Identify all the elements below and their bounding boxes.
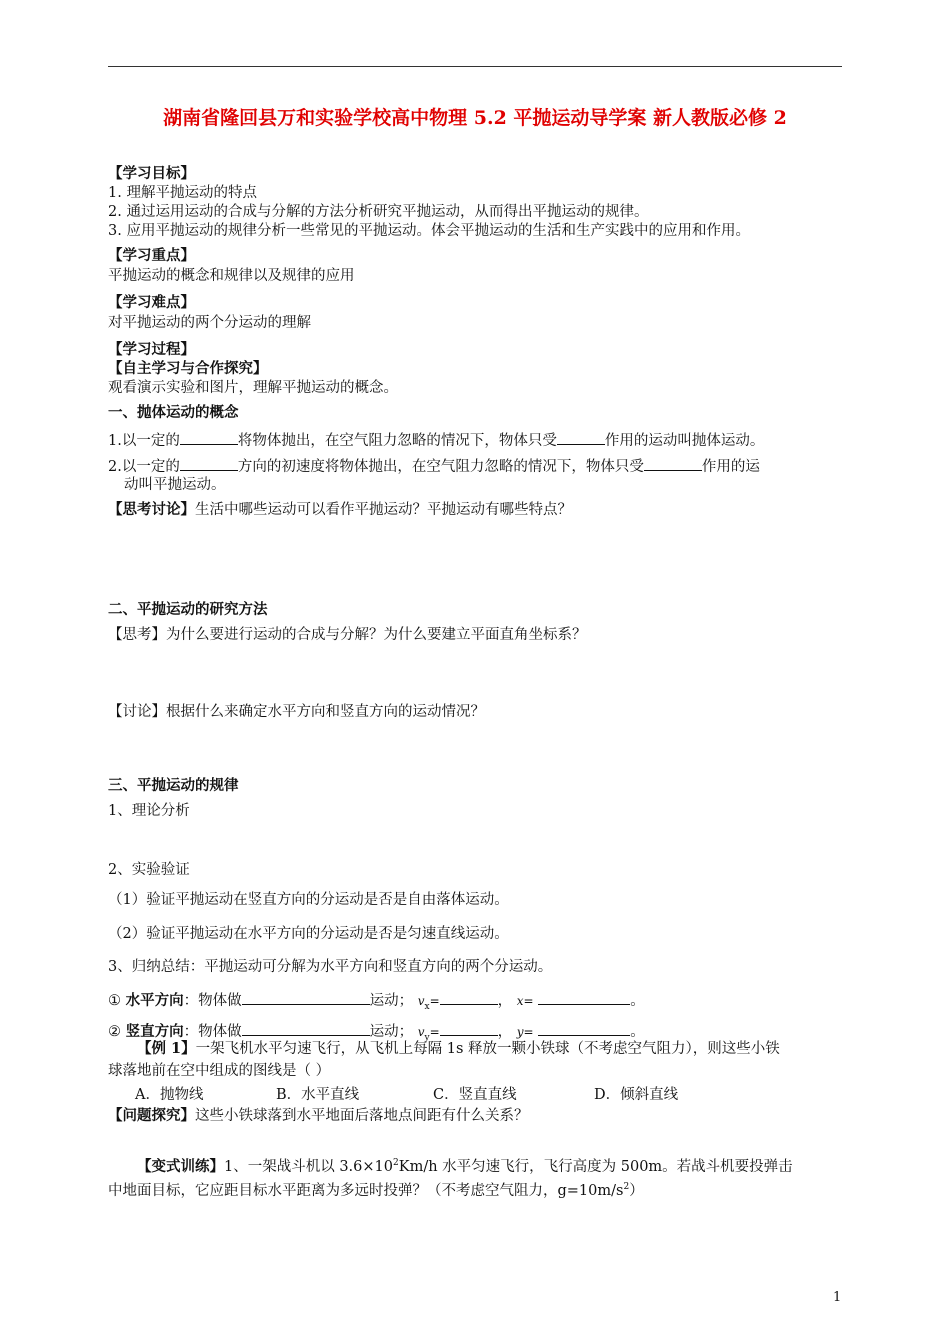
goal-item-1: 1. 理解平抛运动的特点 bbox=[108, 185, 257, 201]
section2-think bbox=[108, 625, 587, 645]
section3-heading: 三、平抛运动的规律 bbox=[108, 777, 239, 794]
example1-option-d[interactable]: D．倾斜直线 bbox=[594, 1087, 679, 1103]
variant-text-1b: Km/h 水平匀速飞行，飞行高度为 500m。若战斗机要投弹击 bbox=[398, 1158, 793, 1175]
process-intro: 观看演示实验和图片，理解平抛运动的概念。 bbox=[108, 380, 398, 396]
section3-experiment: 2、实验验证 bbox=[108, 862, 190, 878]
h-marker: ① bbox=[108, 993, 121, 1009]
section2-discuss bbox=[108, 702, 485, 722]
variant-label: 【变式训练】 bbox=[137, 1157, 224, 1175]
example1-line-1 bbox=[137, 1039, 780, 1059]
section1-heading: 一、抛体运动的概念 bbox=[108, 404, 239, 421]
q1-blank-1[interactable] bbox=[180, 429, 238, 445]
section3-verify-1: （1）验证平抛运动在竖直方向的分运动是否是自由落体运动。 bbox=[108, 892, 509, 908]
document-title: 湖南省隆回县万和实验学校高中物理 5.2 平抛运动导学案 新人教版必修 2 bbox=[163, 107, 787, 129]
explore-row bbox=[108, 1106, 529, 1126]
variant-line-1 bbox=[137, 1153, 793, 1177]
v-vy-sub: y bbox=[424, 1032, 430, 1043]
header-rule bbox=[108, 66, 842, 67]
v-period: 。 bbox=[630, 1024, 645, 1040]
section1-question-1 bbox=[108, 429, 764, 451]
v-motion-blank[interactable] bbox=[242, 1020, 370, 1036]
think-discuss-label: 【思考讨论】 bbox=[108, 501, 195, 518]
section2-discuss-label: 【讨论】 bbox=[108, 704, 166, 720]
q1-part-b: 将物体抛出，在空气阻力忽略的情况下，物体只受 bbox=[237, 433, 557, 449]
section2-think-text: 为什么要进行运动的合成与分解？为什么要建立平面直角坐标系？ bbox=[166, 627, 587, 643]
v-marker: ② bbox=[108, 1024, 121, 1040]
variant-line-2 bbox=[108, 1177, 644, 1201]
v-label: 竖直方向 bbox=[125, 1023, 184, 1040]
h-motion: 运动； bbox=[369, 993, 414, 1009]
section3-verify-2: （2）验证平抛运动在水平方向的分运动是否是匀速直线运动。 bbox=[108, 926, 509, 942]
v-vy-eq: = bbox=[429, 1025, 440, 1039]
explore-label: 【问题探究】 bbox=[108, 1107, 195, 1124]
variant-text-2a: 中地面目标，它应距目标水平距离为多远时投弹？（不考虑空气阻力，g=10m/s bbox=[108, 1182, 624, 1199]
example1-line-2: 球落地前在空中组成的图线是（ ） bbox=[108, 1063, 331, 1079]
example1-option-b[interactable]: B．水平直线 bbox=[276, 1087, 360, 1103]
section3-summary: 3、归纳总结：平抛运动可分解为水平方向和竖直方向的两个分运动。 bbox=[108, 959, 553, 975]
section1-question-2 bbox=[108, 455, 760, 477]
goals-heading: 【学习目标】 bbox=[108, 165, 195, 182]
section2-discuss-text: 根据什么来确定水平方向和竖直方向的运动情况？ bbox=[166, 704, 485, 720]
goal-item-3: 3. 应用平抛运动的规律分析一些常见的平抛运动。体会平抛运动的生活和生产实践中的应用和作用。 bbox=[108, 223, 750, 239]
section2-heading: 二、平抛运动的研究方法 bbox=[108, 601, 268, 618]
key-points-heading: 【学习重点】 bbox=[108, 247, 195, 264]
q1-part-c: 作用的运动叫抛体运动。 bbox=[604, 433, 765, 449]
v-motion: 运动； bbox=[369, 1024, 414, 1040]
h-comma: ， bbox=[497, 993, 513, 1009]
v-vy-symbol: v bbox=[417, 1025, 425, 1039]
variant-text-1-sup: 2 bbox=[393, 1158, 399, 1168]
section1-question-2-cont: 动叫平抛运动。 bbox=[124, 477, 226, 493]
h-motion-blank[interactable] bbox=[242, 989, 370, 1005]
h-vx-blank[interactable] bbox=[440, 989, 498, 1005]
h-text: ：物体做 bbox=[183, 993, 242, 1009]
q1-blank-2[interactable] bbox=[557, 429, 605, 445]
h-label: 水平方向 bbox=[125, 992, 184, 1009]
h-x-blank[interactable] bbox=[538, 989, 630, 1005]
h-vx-eq: = bbox=[429, 994, 440, 1008]
h-x-symbol: x bbox=[516, 994, 524, 1008]
example1-option-a[interactable]: A．抛物线 bbox=[135, 1087, 204, 1103]
variant-text-2b: ） bbox=[629, 1182, 644, 1199]
difficulties-text: 对平抛运动的两个分运动的理解 bbox=[108, 315, 311, 331]
q1-part-a: 1.以一定的 bbox=[108, 433, 180, 449]
variant-text-2-sup: 2 bbox=[623, 1182, 630, 1192]
process-heading: 【学习过程】 bbox=[108, 341, 195, 358]
v-vy-blank[interactable] bbox=[440, 1020, 498, 1036]
process-subheading: 【自主学习与合作探究】 bbox=[108, 360, 268, 377]
v-y-symbol: y bbox=[516, 1025, 524, 1039]
section3-theory: 1、理论分析 bbox=[108, 803, 190, 819]
q2-blank-1[interactable] bbox=[180, 455, 238, 471]
h-vx-sub: x bbox=[424, 1001, 430, 1012]
h-x-eq: = bbox=[523, 994, 534, 1008]
v-y-eq: = bbox=[523, 1025, 534, 1039]
key-points-text: 平抛运动的概念和规律以及规律的应用 bbox=[108, 268, 355, 284]
variant-text-1a: 1、一架战斗机以 3.6×10 bbox=[224, 1158, 393, 1175]
h-vx-symbol: v bbox=[417, 994, 425, 1008]
q2-part-c: 作用的运 bbox=[701, 459, 760, 475]
section2-think-label: 【思考】 bbox=[108, 627, 166, 643]
section1-think bbox=[108, 500, 572, 520]
v-comma: ， bbox=[497, 1024, 513, 1040]
difficulties-heading: 【学习难点】 bbox=[108, 294, 195, 311]
example1-text-1: 一架飞机水平匀速飞行，从飞机上每隔 1s 释放一颗小铁球（不考虑空气阻力），则这些小铁 bbox=[195, 1041, 780, 1057]
v-text: ：物体做 bbox=[183, 1024, 242, 1040]
q2-part-b: 方向的初速度将物体抛出，在空气阻力忽略的情况下，物体只受 bbox=[237, 459, 644, 475]
example1-option-c[interactable]: C．竖直直线 bbox=[433, 1087, 517, 1103]
page-number: 1 bbox=[833, 1290, 842, 1305]
explore-text: 这些小铁球落到水平地面后落地点间距有什么关系？ bbox=[195, 1108, 529, 1124]
v-y-blank[interactable] bbox=[538, 1020, 630, 1036]
think-discuss-text: 生活中哪些运动可以看作平抛运动？平抛运动有哪些特点？ bbox=[195, 502, 572, 518]
example1-label: 【例 1】 bbox=[137, 1040, 196, 1057]
goal-item-2: 2. 通过运用运动的合成与分解的方法分析研究平抛运动，从而得出平抛运动的规律。 bbox=[108, 204, 649, 220]
h-period: 。 bbox=[630, 993, 645, 1009]
q2-blank-2[interactable] bbox=[644, 455, 702, 471]
horizontal-direction-row bbox=[108, 989, 645, 1017]
q2-part-a: 2.以一定的 bbox=[108, 459, 180, 475]
